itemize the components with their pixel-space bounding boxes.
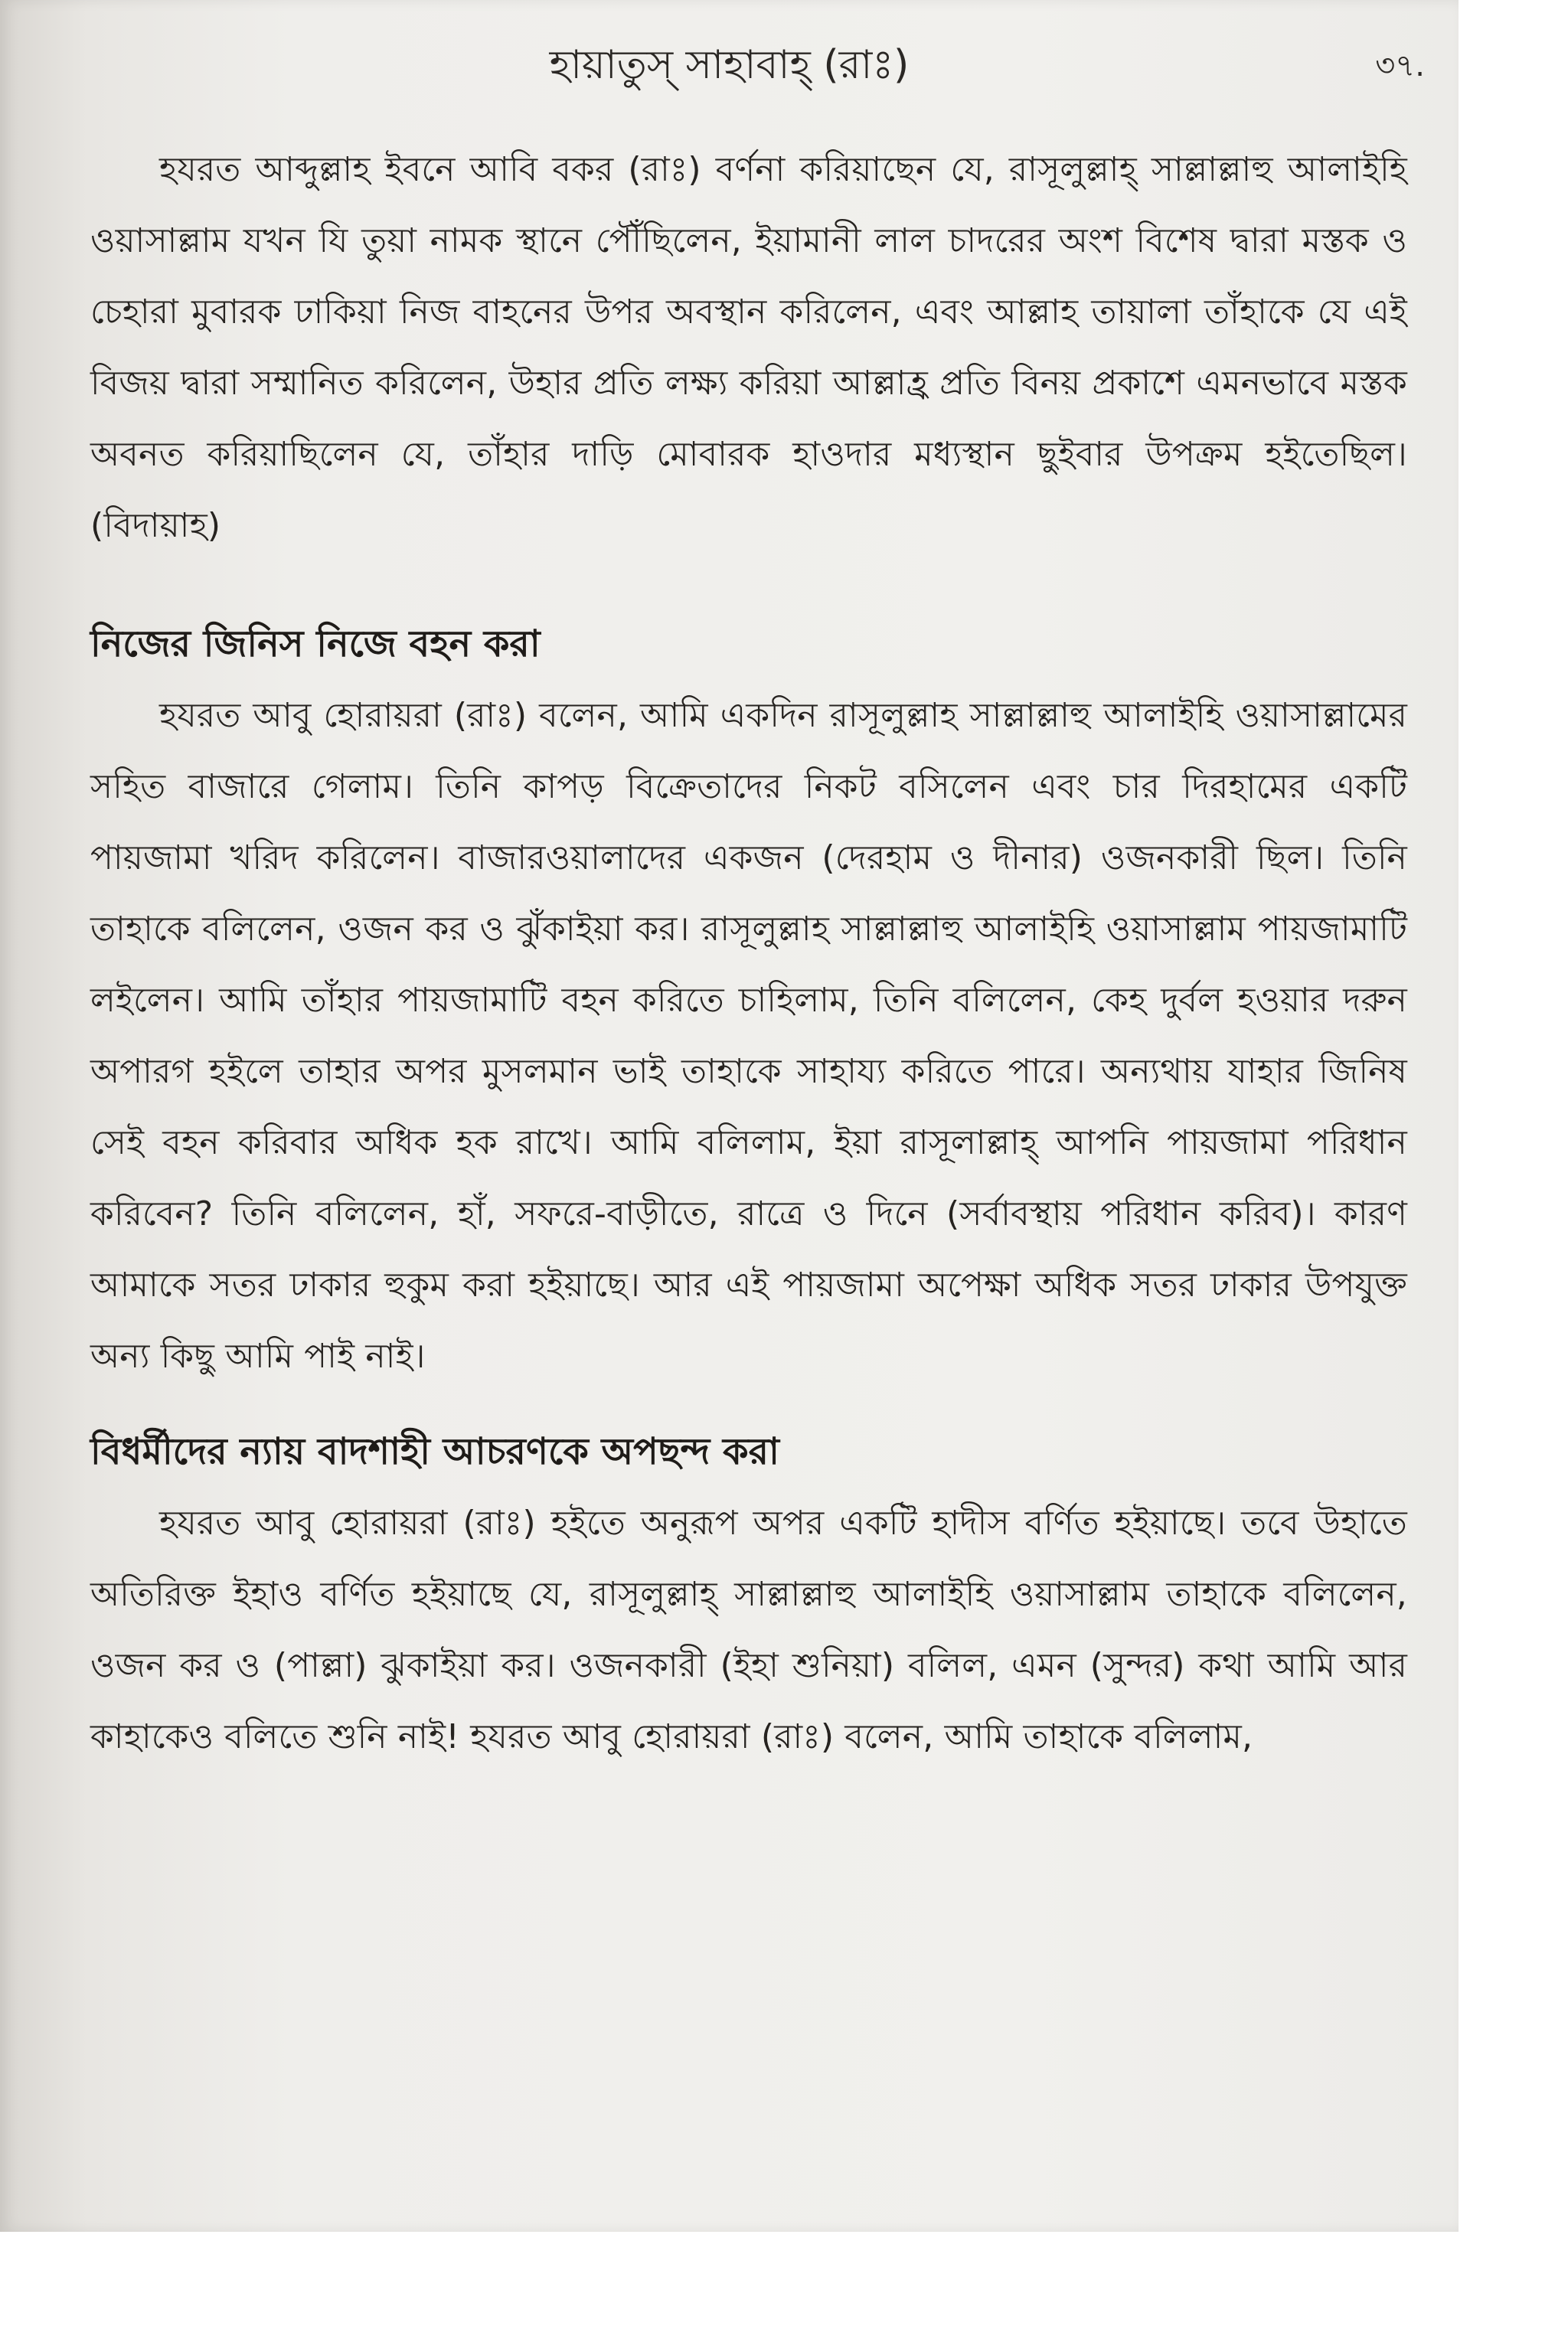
page-body [90,134,1407,1772]
paragraph: হযরত আব্দুল্লাহ ইবনে আবি বকর (রাঃ) বর্ণনা করিয়াছেন যে, রাসূলুল্লাহ্ সাল্লাল্লাহু আলাইহি ওয়াসাল্লাম যখন যি তুয়া নামক স্থানে পৌঁছিলেন, ইয়ামানী লাল চাদরের অংশ বিশেষ দ্বারা মস্তক ও চেহারা মুবারক ঢাকিয়া নিজ বাহনের উপর অবস্থান করিলেন, এবং আল্লাহ তায়ালা তাঁহাকে যে এই বিজয় দ্বারা সম্মানিত করিলেন, উহার প্রতি লক্ষ্য করিয়া আল্লাহ্র প্রতি বিনয় প্রকাশে এমনভাবে মস্তক অবনত করিয়াছিলেন যে, তাঁহার দাড়ি মোবারক হাওদার মধ্যস্থান ছুইবার উপক্রম হইতেছিল। (বিদায়াহ) [90,150,1408,545]
running-header [0,28,1459,89]
paragraph: হযরত আবু হোরায়রা (রাঃ) বলেন, আমি একদিন রাসূলুল্লাহ সাল্লাল্লাহু আলাইহি ওয়াসাল্লামের সহিত বাজারে গেলাম। তিনি কাপড় বিক্রেতাদের নিকট বসিলেন এবং চার দিরহামের একটি পায়জামা খরিদ করিলেন। বাজারওয়ালাদের একজন (দেরহাম ও দীনার) ওজনকারী ছিল। তিনি তাহাকে বলিলেন, ওজন কর ও ঝুঁকাইয়া কর। রাসূলুল্লাহ সাল্লাল্লাহু আলাইহি ওয়াসাল্লাম পায়জামাটি লইলেন। আমি তাঁহার পায়জামাটি বহন করিতে চাহিলাম, তিনি বলিলেন, কেহ দুর্বল হওয়ার দরুন অপারগ হইলে তাহার অপর মুসলমান ভাই তাহাকে সাহায্য করিতে পারে। অন্যথায় যাহার জিনিষ সেই বহন করিবার অধিক হক রাখে। আমি বলিলাম, ইয়া রাসূলাল্লাহ্ আপনি পায়জামা পরিধান করিবেন? তিনি বলিলেন, হাঁ, সফরে-বাড়ীতে, রাত্রে ও দিনে (সর্বাবস্থায় পরিধান করিব)। কারণ আমাকে সতর ঢাকার হুকুম করা হইয়াছে। আর এই পায়জামা অপেক্ষা অধিক সতর ঢাকার উপযুক্ত অন্য কিছু আমি পাই নাই। [90,696,1407,1376]
section-heading: বিধর্মীদের ন্যায় বাদশাহী আচরণকে অপছন্দ করা [90,1430,779,1473]
page-number: ৩৭. [1375,48,1425,83]
paragraph: হযরত আবু হোরায়রা (রাঃ) হইতে অনুরূপ অপর একটি হাদীস বর্ণিত হইয়াছে। তবে উহাতে অতিরিক্ত ইহাও বর্ণিত হইয়াছে যে, রাসূলুল্লাহ্ সাল্লাল্লাহু আলাইহি ওয়াসাল্লাম তাহাকে বলিলেন, ওজন কর ও (পাল্লা) ঝুকাইয়া কর। ওজনকারী (ইহা শুনিয়া) বলিল, এমন (সুন্দর) কথা আমি আর কাহাকেও বলিতে শুনি নাই! হযরত আবু হোরায়রা (রাঃ) বলেন, আমি তাহাকে বলিলাম, [90,1504,1407,1756]
section-heading: নিজের জিনিস নিজে বহন করা [90,622,541,665]
book-title: হায়াতুস্ সাহাবাহ্ (রাঃ) [549,42,910,88]
